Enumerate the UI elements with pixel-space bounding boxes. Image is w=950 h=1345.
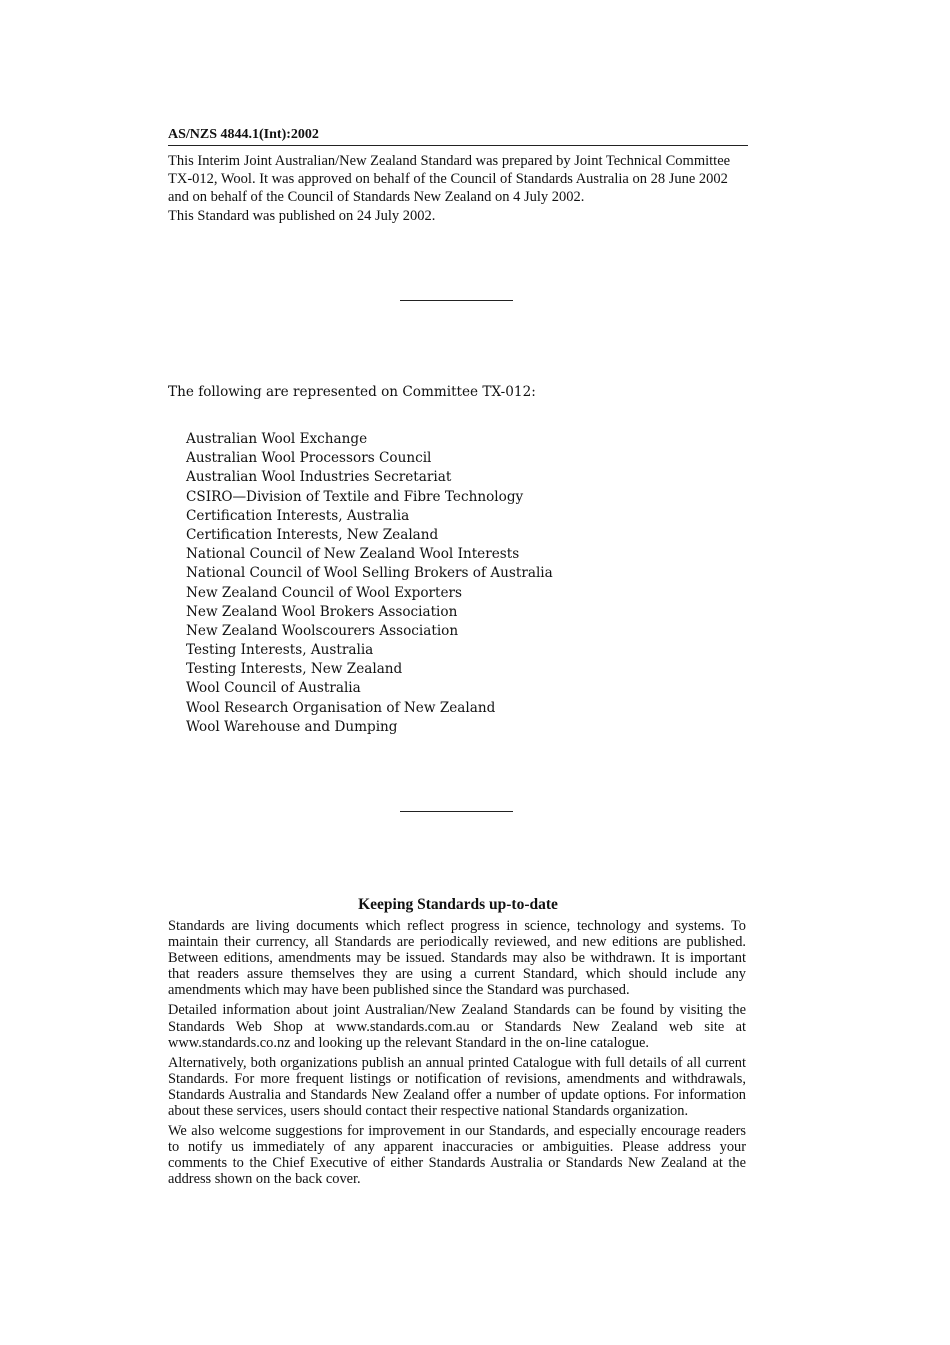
section-divider-top xyxy=(400,300,513,301)
body-paragraph: Detailed information about joint Australian/New Zealand Standards can be found by visiting the Standards Web Shop at www.standards.com.au or Standards New Zealand web site at www.standards.co.nz and looking up the relevant Standard in the on-line catalogue. xyxy=(168,1002,746,1051)
committee-member: Australian Wool Exchange xyxy=(186,431,368,447)
standard-designation: AS/NZS 4844.1(Int):2002 xyxy=(168,126,748,146)
committee-member: Wool Council of Australia xyxy=(186,680,361,697)
committee-member: Australian Wool Industries Secretariat xyxy=(186,469,452,486)
committee-member: New Zealand Council of Wool Exporters xyxy=(186,584,463,601)
committee-member: Certification Interests, New Zealand xyxy=(186,526,439,543)
committee-member: Wool Research Organisation of New Zealand xyxy=(186,699,496,716)
body-paragraph: Standards are living documents which reflect progress in science, technology and systems. To maintain their currency, all Standards are periodically reviewed, and new editions are published. Between editions, amendments may be issued. Standards may also be withdrawn. It is important that readers assure themselves they are using a current Standard, which should include any amendments which may have been published since the Standard was purchased. xyxy=(168,918,746,999)
committee-member: National Council of Wool Selling Brokers of Australia xyxy=(186,565,553,582)
committee-member: Testing Interests, New Zealand xyxy=(186,661,403,678)
body-paragraph: We also welcome suggestions for improvement in our Standards, and especially encourage readers to notify us immediately of any apparent inaccuracies or ambiguities. Please address your comments to the Chief Executive of either Standards Australia or Standards New Zealand at the address shown on the back cover. xyxy=(168,1123,746,1188)
committee-member: Certification Interests, Australia xyxy=(186,507,410,524)
committee-member: New Zealand Wool Brokers Association xyxy=(186,603,458,620)
body-paragraph: Alternatively, both organizations publish an annual printed Catalogue with full details of all current Standards. For more frequent listings or notification of revisions, amendments and withdrawals, Standards Australia and Standards New Zealand offer a number of update options. For information about these services, users should contact their respective national Standards organization. xyxy=(168,1054,746,1120)
committee-member: CSIRO—Division of Textile and Fibre Technology xyxy=(186,488,524,505)
committee-member-list xyxy=(186,430,553,737)
approval-statement: This Interim Joint Australian/New Zealand Standard was prepared by Joint Technical Committee TX-012, Wool. It was approved on behalf of the Council of Standards Australia on 28 June 2002 and on behalf of the Council of Standards New Zealand on 4 July 2002. xyxy=(168,153,731,206)
keeping-standards-body xyxy=(168,918,746,1192)
section-divider-bottom xyxy=(400,811,513,812)
committee-member: New Zealand Woolscourers Association xyxy=(186,622,459,639)
committee-member: Australian Wool Processors Council xyxy=(186,450,432,467)
preparation-notice xyxy=(168,152,743,225)
committee-member: National Council of New Zealand Wool Interests xyxy=(186,546,520,563)
keeping-standards-heading: Keeping Standards up-to-date xyxy=(358,896,558,913)
committee-intro: The following are represented on Committee TX-012: xyxy=(168,384,536,400)
publication-statement: This Standard was published on 24 July 2002. xyxy=(168,207,436,224)
committee-member: Wool Warehouse and Dumping xyxy=(186,718,398,735)
committee-member: Testing Interests, Australia xyxy=(186,642,374,659)
